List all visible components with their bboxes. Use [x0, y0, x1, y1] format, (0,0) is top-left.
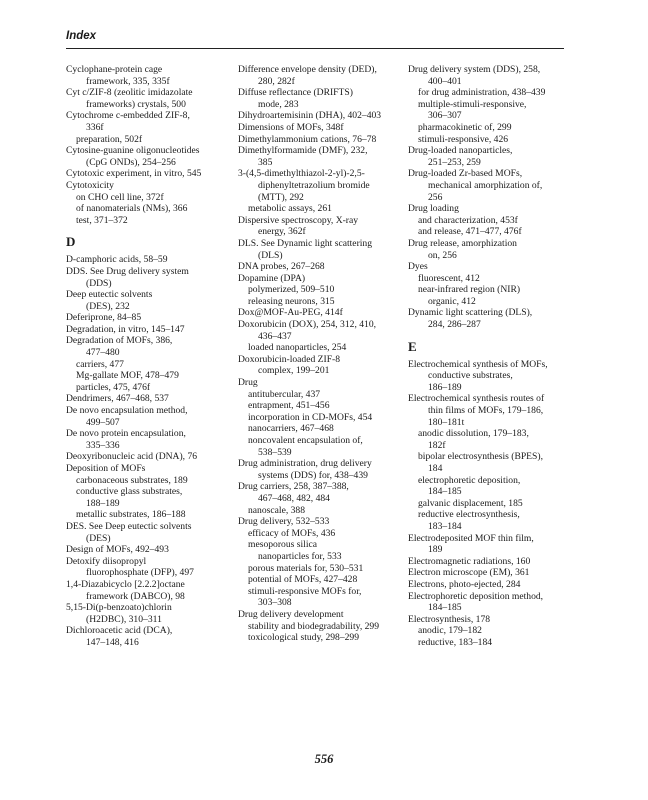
index-subentry: conductive substrates,: [428, 370, 513, 382]
index-subentry: loaded nanoparticles, 254: [248, 342, 347, 354]
index-entry: 3-(4,5-dimethylthiazol-2-yl)-2,5-: [238, 168, 365, 180]
index-entry: Dendrimers, 467–468, 537: [66, 393, 169, 405]
index-subentry: multiple-stimuli-responsive,: [418, 98, 527, 110]
index-entry: Dimensions of MOFs, 348f: [238, 121, 344, 133]
index-subentry: reductive electrosynthesis,: [418, 509, 520, 521]
index-entry: DES. See Deep eutectic solvents: [66, 520, 192, 532]
index-entry: Dopamine (DPA): [238, 272, 306, 284]
index-subentry: anodic dissolution, 179–183,: [418, 428, 529, 440]
index-subentry: potential of MOFs, 427–428: [248, 574, 358, 586]
index-entry: Drug release, amorphization: [408, 237, 517, 249]
index-subentry: test, 371–372: [76, 214, 128, 226]
index-entry: Cytosine-guanine oligonucleotides: [66, 145, 200, 157]
header-rule: [66, 48, 564, 49]
index-entry: Cytochrome c-embedded ZIF-8,: [66, 110, 190, 122]
index-subentry: 436–437: [258, 330, 292, 342]
index-subentry: antitubercular, 437: [248, 388, 321, 400]
index-entry: Electrochemical synthesis routes of: [408, 393, 545, 405]
index-subentry: thin films of MOFs, 179–186,: [428, 405, 544, 417]
section-letter-heading: D: [66, 234, 76, 250]
index-entry: DLS. See Dynamic light scattering: [238, 237, 373, 249]
index-subentry: (DDS): [86, 277, 112, 289]
index-entry: Difference envelope density (DED),: [238, 64, 377, 75]
index-subentry: and release, 471–477, 476f: [418, 226, 522, 238]
index-column-3: [408, 64, 568, 649]
index-entry: 5,15-Di(p-benzoato)chlorin: [66, 602, 172, 614]
index-subentry: nanoscale, 388: [248, 504, 306, 516]
index-subentry: mesoporous silica: [248, 539, 318, 551]
index-subentry: frameworks) crystals, 500: [86, 98, 186, 110]
index-entry: Electromagnetic radiations, 160: [408, 555, 531, 567]
index-subentry: 251–253, 259: [428, 156, 481, 168]
index-subentry: 184–185: [428, 486, 462, 498]
index-subentry: particles, 475, 476f: [76, 381, 151, 393]
index-subentry: energy, 362f: [258, 226, 306, 238]
index-subentry: 303–308: [258, 597, 292, 609]
index-subentry: 306–307: [428, 110, 462, 122]
index-entry: Electrophoretic deposition method,: [408, 590, 544, 602]
index-subentry: carbonaceous substrates, 189: [76, 474, 188, 486]
index-subentry: anodic, 179–182: [418, 625, 482, 637]
index-subentry: entrapment, 451–456: [248, 400, 330, 412]
index-subentry: incorporation in CD-MOFs, 454: [248, 411, 373, 423]
index-entry: Deoxyribonucleic acid (DNA), 76: [66, 451, 198, 463]
index-entry: Dox@MOF-Au-PEG, 414f: [238, 307, 343, 319]
index-entry: Doxorubicin-loaded ZIF-8: [238, 353, 341, 365]
index-entry: Electrosynthesis, 178: [408, 613, 491, 625]
index-entry: Drug-loaded Zr-based MOFs,: [408, 168, 523, 180]
index-subentry: fluorescent, 412: [418, 272, 480, 284]
index-subentry: 147–148, 416: [86, 636, 139, 648]
index-entry: Degradation, in vitro, 145–147: [66, 323, 185, 335]
index-entry: Deep eutectic solvents: [66, 289, 153, 301]
index-entry: Cyclophane-protein cage: [66, 64, 163, 75]
index-entry: Drug delivery, 532–533: [238, 516, 330, 528]
index-subentry: electrophoretic deposition,: [418, 474, 521, 486]
index-entry: Design of MOFs, 492–493: [66, 544, 169, 556]
index-subentry: of nanomaterials (NMs), 366: [76, 203, 188, 215]
index-subentry: and characterization, 453f: [418, 214, 518, 226]
index-subentry: framework, 335, 335f: [86, 75, 170, 87]
index-entry: Electron microscope (EM), 361: [408, 567, 530, 579]
index-subentry: 336f: [86, 121, 104, 133]
index-column-1: [66, 64, 234, 649]
index-subentry: 499–507: [86, 416, 120, 428]
index-entry: Drug delivery system (DDS), 258,: [408, 64, 541, 75]
index-subentry: nanoparticles for, 533: [258, 550, 342, 562]
index-subentry: preparation, 502f: [76, 133, 143, 145]
index-subentry: on CHO cell line, 372f: [76, 191, 164, 203]
index-entry: Cyt c/ZIF-8 (zeolitic imidazolate: [66, 87, 193, 99]
index-subentry: stimuli-responsive, 426: [418, 133, 509, 145]
index-entry: Dihydroartemisinin (DHA), 402–403: [238, 110, 382, 122]
index-subentry: carriers, 477: [76, 358, 124, 370]
index-subentry: 184–185: [428, 602, 462, 614]
index-subentry: 186–189: [428, 381, 462, 393]
index-entry: Dynamic light scattering (DLS),: [408, 307, 533, 319]
index-subentry: 284, 286–287: [428, 319, 481, 331]
index-entry: Degradation of MOFs, 386,: [66, 335, 173, 347]
index-subentry: 400–401: [428, 75, 462, 87]
index-subentry: (CpG ONDs), 254–256: [86, 156, 176, 168]
index-subentry: stimuli-responsive MOFs for,: [248, 585, 362, 597]
index-subentry: 189: [428, 544, 443, 556]
index-entry: Doxorubicin (DOX), 254, 312, 410,: [238, 319, 377, 331]
index-subentry: 183–184: [428, 520, 462, 532]
index-subentry: efficacy of MOFs, 436: [248, 527, 336, 539]
index-entry: Cytotoxicity: [66, 179, 114, 191]
index-subentry: (DES), 232: [86, 300, 130, 312]
index-subentry: (H2DBC), 310–311: [86, 613, 162, 625]
index-subentry: noncovalent encapsulation of,: [248, 435, 363, 446]
index-subentry: 477–480: [86, 347, 120, 359]
index-entry: Dichloroacetic acid (DCA),: [66, 625, 173, 637]
index-subentry: porous materials for, 530–531: [248, 562, 364, 574]
index-subentry: complex, 199–201: [258, 365, 330, 377]
index-subentry: Mg-gallate MOF, 478–479: [76, 370, 179, 382]
index-subentry: (DES): [86, 532, 111, 544]
section-letter-heading: E: [408, 338, 417, 354]
index-subentry: organic, 412: [428, 295, 476, 307]
index-subentry: fluorophosphate (DFP), 497: [86, 567, 194, 579]
index-subentry: 280, 282f: [258, 75, 295, 87]
index-entry: Drug-loaded nanoparticles,: [408, 145, 513, 157]
index-subentry: metabolic assays, 261: [248, 203, 332, 215]
index-entry: DNA probes, 267–268: [238, 261, 325, 273]
index-entry: Dispersive spectroscopy, X-ray: [238, 214, 359, 226]
index-entry: Dimethylformamide (DMF), 232,: [238, 145, 368, 157]
index-subentry: 188–189: [86, 497, 120, 509]
index-subentry: for drug administration, 438–439: [418, 87, 546, 99]
index-subentry: on, 256: [428, 249, 457, 261]
index-entry: De novo protein encapsulation,: [66, 428, 186, 440]
index-entry: Dyes: [408, 261, 428, 273]
index-subentry: polymerized, 509–510: [248, 284, 335, 296]
index-entry: Electrodeposited MOF thin film,: [408, 532, 534, 544]
index-subentry: mode, 283: [258, 98, 299, 110]
index-entry: Dimethylammonium cations, 76–78: [238, 133, 377, 145]
index-subentry: 538–539: [258, 446, 292, 458]
index-subentry: 385: [258, 156, 273, 168]
index-subentry: pharmacokinetic of, 299: [418, 121, 512, 133]
index-entry: Diffuse reflectance (DRIFTS): [238, 87, 353, 99]
index-subentry: 335–336: [86, 439, 120, 451]
index-subentry: 180–181t: [428, 416, 465, 428]
index-entry: Cytotoxic experiment, in vitro, 545: [66, 168, 202, 180]
index-subentry: diphenyltetrazolium bromide: [258, 179, 370, 191]
index-subentry: metallic substrates, 186–188: [76, 509, 186, 521]
index-subentry: systems (DDS) for, 438–439: [258, 469, 368, 481]
index-subentry: 256: [428, 191, 443, 203]
index-entry: Drug: [238, 377, 258, 389]
index-entry: Drug delivery development: [238, 608, 344, 620]
index-subentry: conductive glass substrates,: [76, 486, 183, 498]
index-subentry: nanocarriers, 467–468: [248, 423, 334, 435]
index-subentry: toxicological study, 298–299: [248, 632, 360, 644]
index-entry: Electrons, photo-ejected, 284: [408, 578, 521, 590]
index-subentry: bipolar electrosynthesis (BPES),: [418, 451, 543, 463]
page-number: 556: [314, 752, 334, 766]
index-entry: Drug loading: [408, 203, 459, 215]
index-entry: DDS. See Drug delivery system: [66, 265, 189, 277]
index-column-2: [238, 64, 404, 644]
index-entry: Drug administration, drug delivery: [238, 458, 372, 470]
index-entry: Deferiprone, 84–85: [66, 312, 142, 324]
index-entry: Drug carriers, 258, 387–388,: [238, 481, 349, 493]
index-entry: D-camphoric acids, 58–59: [66, 254, 168, 266]
index-subentry: mechanical amorphization of,: [428, 179, 543, 191]
index-subentry: near-infrared region (NIR): [418, 284, 521, 296]
index-entry: Deposition of MOFs: [66, 463, 146, 474]
index-entry: De novo encapsulation method,: [66, 405, 188, 417]
index-entry: Electrochemical synthesis of MOFs,: [408, 358, 548, 370]
index-subentry: framework (DABCO), 98: [86, 590, 185, 602]
index-subentry: 182f: [428, 439, 446, 451]
index-entry: Detoxify diisopropyl: [66, 555, 147, 567]
index-subentry: stability and biodegradability, 299: [248, 620, 380, 632]
index-subentry: galvanic displacement, 185: [418, 497, 523, 509]
index-subentry: 184: [428, 463, 443, 474]
index-subentry: releasing neurons, 315: [248, 295, 335, 307]
running-header: Index: [66, 30, 97, 42]
index-subentry: (MTT), 292: [258, 191, 304, 203]
index-entry: 1,4-Diazabicyclo [2.2.2]octane: [66, 578, 185, 590]
index-subentry: (DLS): [258, 249, 283, 261]
index-subentry: 467–468, 482, 484: [258, 492, 330, 504]
index-subentry: reductive, 183–184: [418, 636, 493, 648]
